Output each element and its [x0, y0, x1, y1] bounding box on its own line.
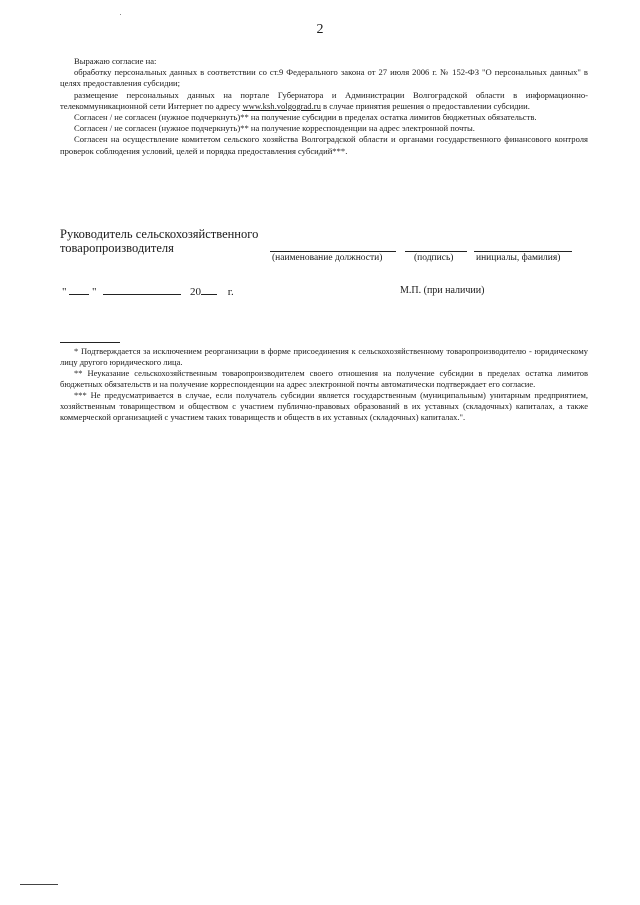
position-line — [270, 251, 396, 252]
consent-item-email: Согласен / не согласен (нужное подчеркнуть)** на получение корреспонденции на адрес электронной почты. — [74, 123, 475, 134]
scan-speck — [120, 14, 121, 15]
date-close-quote: " — [92, 286, 97, 298]
page-number: 2 — [316, 22, 324, 37]
consent-block — [60, 56, 588, 157]
page-bottom-rule — [20, 884, 58, 885]
consent-item-publication-tail: в случае принятия решения о предоставлении субсидии. — [320, 100, 530, 111]
stamp-placeholder: М.П. (при наличии) — [400, 285, 485, 296]
date-open-quote: " — [62, 286, 67, 298]
date-field — [62, 285, 234, 298]
year-blank — [201, 285, 217, 295]
footnote-separator — [60, 342, 120, 343]
footnote-3: *** Не предусматривается в случае, если получатель субсидии является государственным (муниципальным) унитарным предприятием, хозяйственным товариществом и обществом с участием публично-правовых образований в их уставных (складочных) капиталах, а также коммерческой организацией с участием таких товариществ и обществ в их уставных (складочных) капиталах.". — [60, 390, 588, 422]
consent-item-personal-data: обработку персональных данных в соответствии со ст.9 Федерального закона от 27 июля 2006 г. № 152-ФЗ "О персональных данных" в целях предоставления субсидии; — [60, 67, 588, 89]
consent-lead: Выражаю согласие на: — [74, 56, 157, 66]
signatory-label — [60, 227, 258, 255]
position-caption: (наименование должности) — [272, 253, 383, 263]
year-suffix: г. — [227, 286, 234, 298]
signature-line — [405, 251, 467, 252]
day-blank — [69, 285, 89, 295]
consent-item-subsidy-limits: Согласен / не согласен (нужное подчеркнуть)** на получение субсидии в пределах остатка лимитов бюджетных обязательств. — [74, 112, 537, 123]
footnote-1: * Подтверждается за исключением реорганизации в форме присоединения к сельскохозяйственному товаропроизводителю - юридическому лицу другого юридического лица. — [60, 346, 588, 367]
signatory-label-line1: Руководитель сельскохозяйственного — [60, 227, 259, 241]
footnotes-block — [60, 346, 588, 423]
month-blank — [103, 285, 181, 295]
signature-caption: (подпись) — [414, 253, 454, 263]
signatory-label-line2: товаропроизводителя — [60, 241, 174, 255]
consent-item-publication — [60, 90, 588, 112]
consent-item-inspections: Согласен на осуществление комитетом сельского хозяйства Волгоградской области и органами государственного финансового контроля проверок соблюдения условий, целей и порядка предоставления субсидий***. — [60, 134, 588, 156]
year-prefix: 20 — [190, 286, 201, 298]
website-link[interactable]: www.ksh.volgograd.ru — [242, 100, 321, 111]
footnote-2: ** Неуказание сельскохозяйственным товаропроизводителем своего отношения на получение субсидии в пределах остатка лимитов бюджетных обязательств и на получение корреспонденции на адрес электронной почты автоматически подтверждает его согласие. — [60, 368, 588, 389]
name-line — [474, 251, 572, 252]
name-caption: инициалы, фамилия) — [476, 253, 561, 263]
consent-item-publication-text: размещение персональных данных на портале Губернатора и Администрации Волгоградской области в информационно-телекоммуникационной сети Интернет по адресу — [60, 89, 588, 111]
